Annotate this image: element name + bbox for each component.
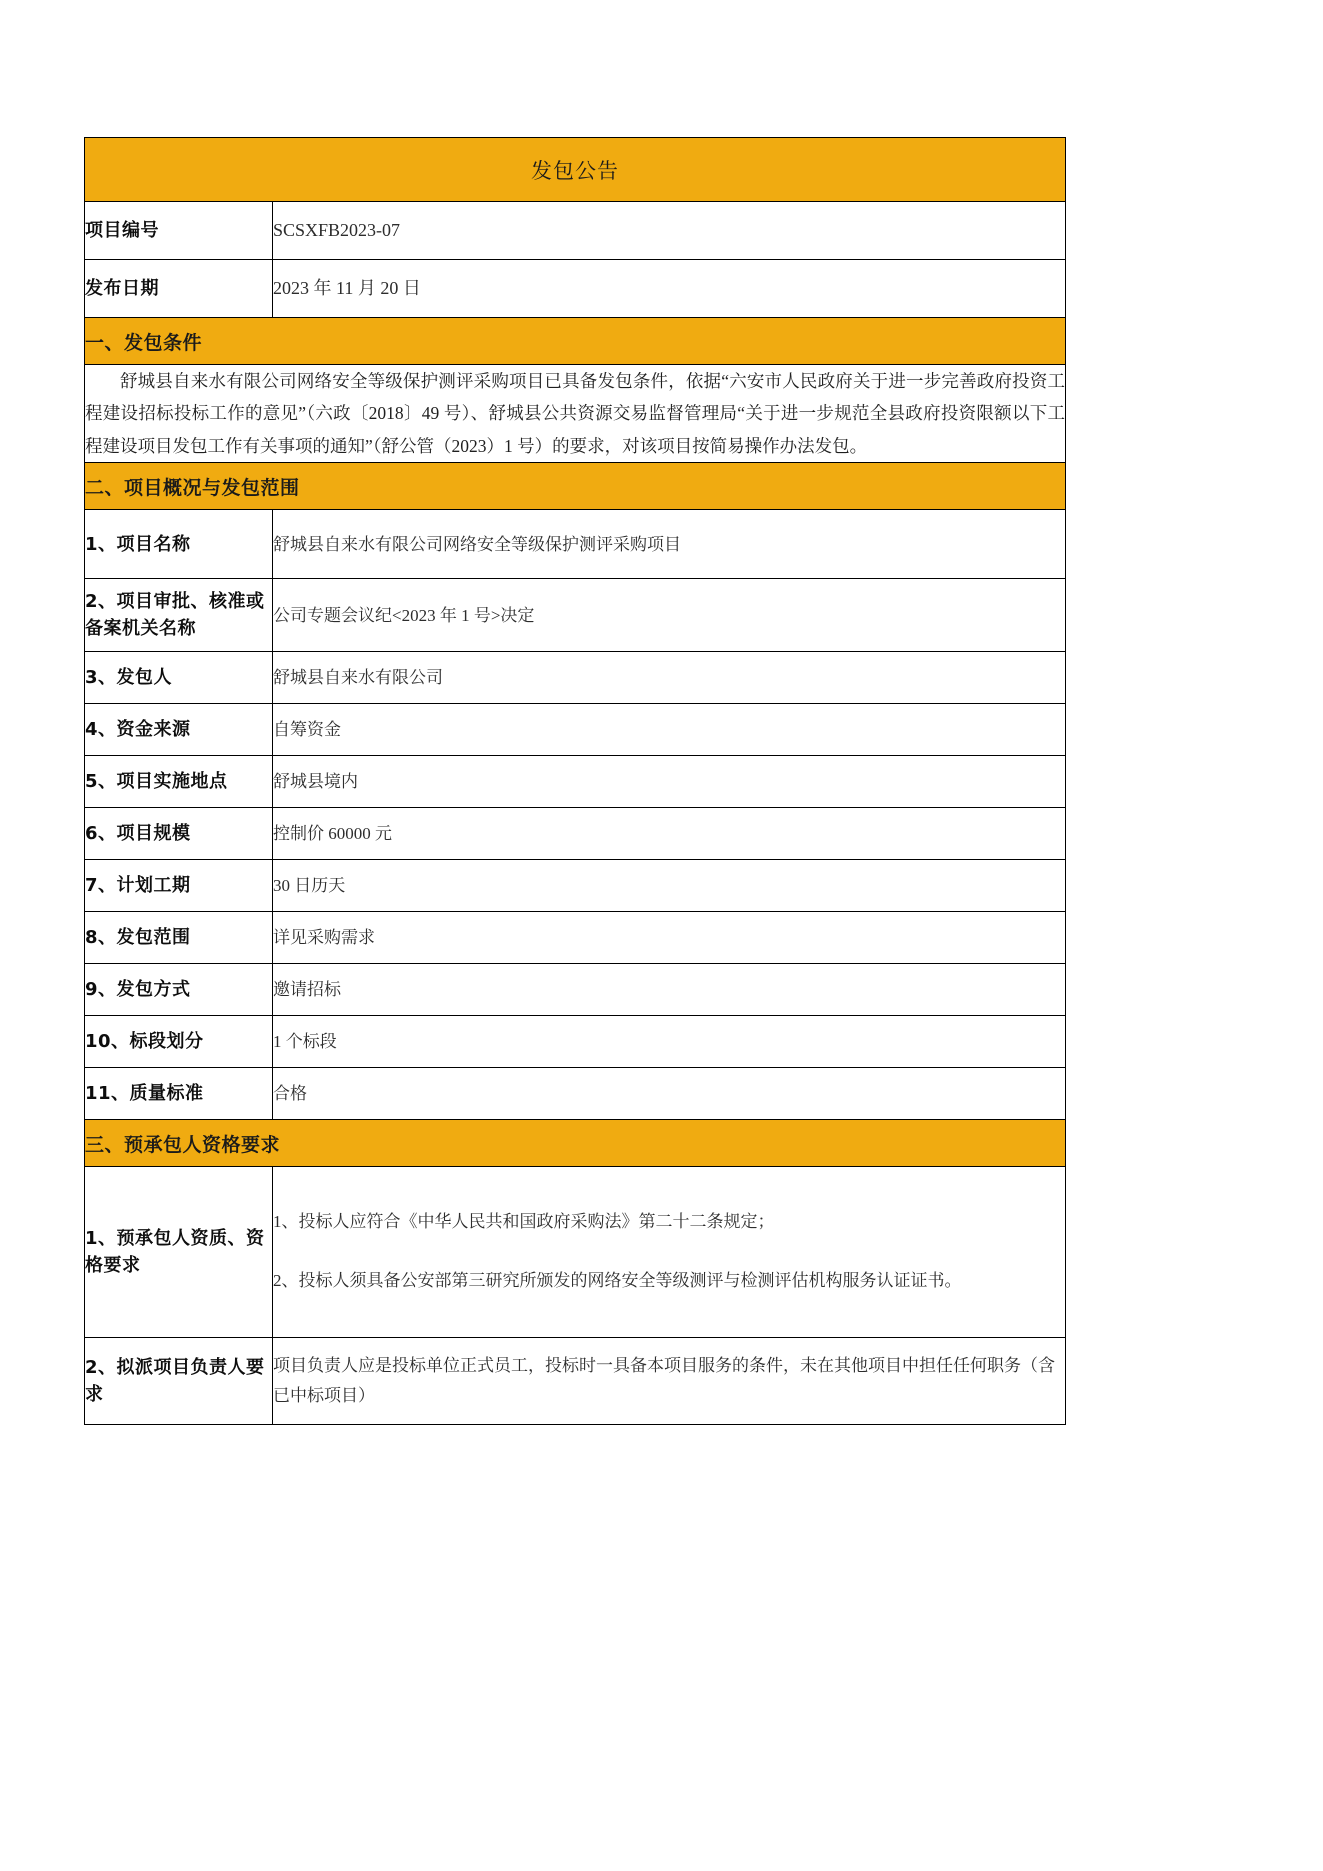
table-row — [85, 756, 1066, 808]
planned-duration-label: 7、计划工期 — [85, 860, 273, 912]
table-row — [85, 1167, 1066, 1338]
lot-division-value: 1 个标段 — [273, 1016, 1066, 1068]
contractor-qualification-value — [273, 1167, 1066, 1338]
approval-authority-value: 公司专题会议纪<2023 年 1 号>决定 — [273, 579, 1066, 652]
table-row — [85, 365, 1066, 463]
project-number-value: SCSXFB2023-07 — [273, 202, 1066, 260]
contract-method-value: 邀请招标 — [273, 964, 1066, 1016]
project-location-label: 5、项目实施地点 — [85, 756, 273, 808]
project-scale-value: 控制价 60000 元 — [273, 808, 1066, 860]
section-heading-conditions: 一、发包条件 — [85, 318, 1066, 365]
conditions-paragraph-cell — [85, 365, 1066, 463]
planned-duration-value: 30 日历天 — [273, 860, 1066, 912]
title-row — [85, 138, 1066, 202]
employer-value: 舒城县自来水有限公司 — [273, 652, 1066, 704]
quality-standard-label: 11、质量标准 — [85, 1068, 273, 1120]
table-row — [85, 579, 1066, 652]
conditions-paragraph: 舒城县自来水有限公司网络安全等级保护测评采购项目已具备发包条件，依据“六安市人民政府关于进一步完善政府投资工程建设招标投标工作的意见”（六政〔2018〕49 号）、舒城县公共资源交易监督管理局“关于进一步规范全县政府投资限额以下工程建设项目发包工作有关事项的通知”（舒公管（2023）1 号）的要求，对该项目按简易操作办法发包。 — [85, 371, 1065, 456]
project-name-label: 1、项目名称 — [85, 510, 273, 579]
table-row — [85, 1016, 1066, 1068]
section-heading-row — [85, 1120, 1066, 1167]
contract-method-label: 9、发包方式 — [85, 964, 273, 1016]
lot-division-label: 10、标段划分 — [85, 1016, 273, 1068]
project-scale-label: 6、项目规模 — [85, 808, 273, 860]
table-row — [85, 1338, 1066, 1425]
table-row — [85, 1068, 1066, 1120]
notice-table — [84, 137, 1066, 1425]
funding-source-value: 自筹资金 — [273, 704, 1066, 756]
contract-scope-label: 8、发包范围 — [85, 912, 273, 964]
project-manager-text: 项目负责人应是投标单位正式员工，投标时一具备本项目服务的条件，未在其他项目中担任任何职务（含已中标项目） — [273, 1356, 1055, 1406]
table-row — [85, 652, 1066, 704]
notice-page — [84, 137, 1065, 1425]
section-heading-row — [85, 463, 1066, 510]
contract-scope-value: 详见采购需求 — [273, 912, 1066, 964]
funding-source-label: 4、资金来源 — [85, 704, 273, 756]
table-row — [85, 964, 1066, 1016]
table-row — [85, 510, 1066, 579]
table-row — [85, 202, 1066, 260]
publish-date-value: 2023 年 11 月 20 日 — [273, 260, 1066, 318]
employer-label: 3、发包人 — [85, 652, 273, 704]
approval-authority-label: 2、项目审批、核准或备案机关名称 — [85, 579, 273, 652]
page-title: 发包公告 — [85, 138, 1066, 202]
qualification-item-2: 2、投标人须具备公安部第三研究所颁发的网络安全等级测评与检测评估机构服务认证证书。 — [273, 1271, 962, 1291]
table-row — [85, 260, 1066, 318]
project-name-value: 舒城县自来水有限公司网络安全等级保护测评采购项目 — [273, 510, 1066, 579]
quality-standard-value: 合格 — [273, 1068, 1066, 1120]
section-heading-row — [85, 318, 1066, 365]
table-row — [85, 808, 1066, 860]
contractor-qualification-label: 1、预承包人资质、资格要求 — [85, 1167, 273, 1338]
table-row — [85, 860, 1066, 912]
project-number-label: 项目编号 — [85, 202, 273, 260]
section-heading-overview: 二、项目概况与发包范围 — [85, 463, 1066, 510]
table-row — [85, 704, 1066, 756]
project-manager-label: 2、拟派项目负责人要求 — [85, 1338, 273, 1425]
qualification-item-1: 1、投标人应符合《中华人民共和国政府采购法》第二十二条规定； — [273, 1212, 775, 1232]
project-location-value: 舒城县境内 — [273, 756, 1066, 808]
section-heading-qualification: 三、预承包人资格要求 — [85, 1120, 1066, 1167]
project-manager-value — [273, 1338, 1066, 1425]
publish-date-label: 发布日期 — [85, 260, 273, 318]
table-row — [85, 912, 1066, 964]
